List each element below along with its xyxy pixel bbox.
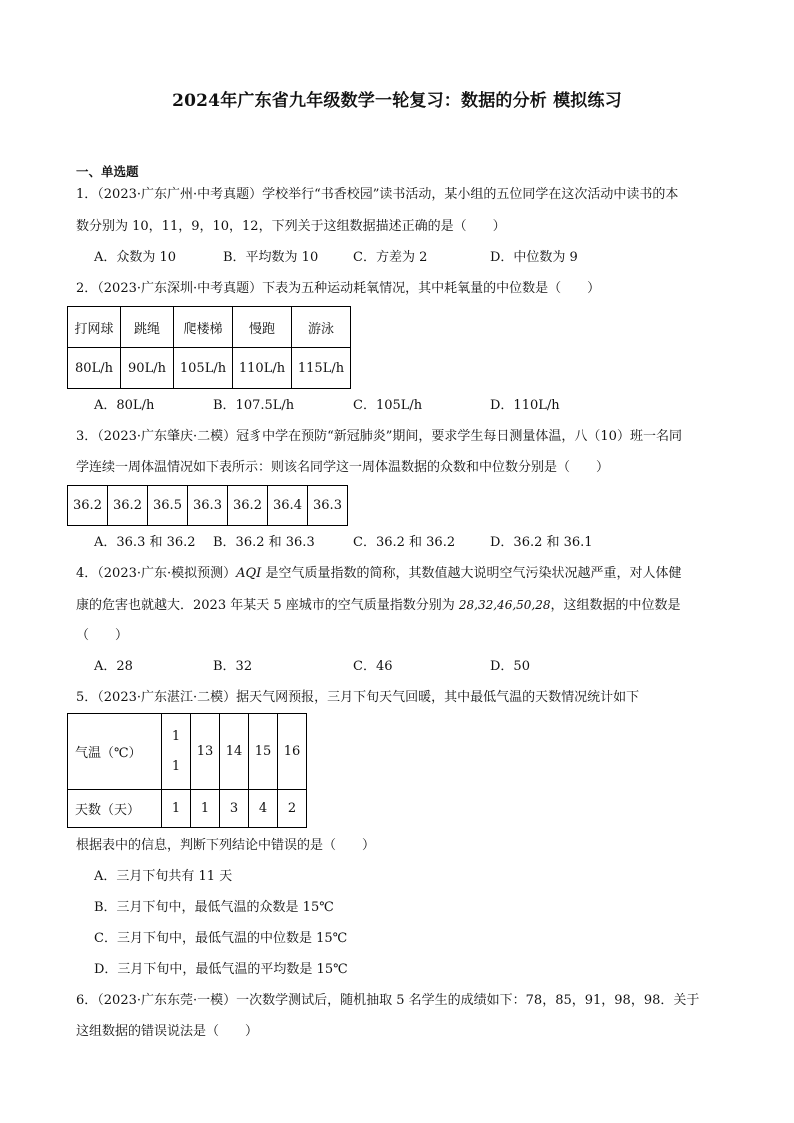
q5-after-text: 根据表中的信息，判断下列结论中错误的是（ ） <box>76 838 376 853</box>
q3-value-cell: 36.4 <box>268 486 308 526</box>
q2-header-cell: 爬楼梯 <box>174 307 233 348</box>
q5-option-c[interactable]: C．三月下旬中，最低气温的中位数是 15℃ <box>94 931 348 946</box>
page-title: 2024年广东省九年级数学一轮复习：数据的分析 模拟练习 <box>172 91 622 111</box>
q5-option-b[interactable]: B．三月下旬中，最低气温的众数是 15℃ <box>94 900 334 915</box>
q1-option-a[interactable]: A．众数为 10 <box>94 250 177 265</box>
q4-option-a[interactable]: A．28 <box>94 659 133 674</box>
q4-option-d[interactable]: D．50 <box>490 659 530 674</box>
q5-temp-cell: 15 <box>249 714 278 790</box>
q2-stem-line1: 2．（2023·广东深圳·中考真题）下表为五种运动耗氧情况，其中耗氧量的中位数是（ ） <box>76 281 601 296</box>
q2-value-cell: 115L/h <box>292 348 351 389</box>
q6-stem-line2: 这组数据的错误说法是（ ） <box>76 1024 259 1039</box>
q5-days-cell: 4 <box>249 790 278 828</box>
q5-temp-label: 气温（℃） <box>68 714 162 790</box>
section-heading: 一、单选题 <box>76 164 139 179</box>
q2-value-cell: 110L/h <box>233 348 292 389</box>
q4-aqi-term: AQI <box>236 566 262 581</box>
q3-value-cell: 36.5 <box>148 486 188 526</box>
q6-stem-line1: 6．（2023·广东东莞·一模）一次数学测试后，随机抽取 5 名学生的成绩如下：78，85，91，98，98．关于 <box>76 993 700 1008</box>
q5-temp-first-bottom: 1 <box>171 758 181 774</box>
q2-value-cell: 90L/h <box>121 348 174 389</box>
q4-stem-line3: （ ） <box>76 628 129 643</box>
q4-data-list: 28,32,46,50,28 <box>458 598 551 612</box>
q1-option-c[interactable]: C．方差为 2 <box>353 250 428 265</box>
q5-table <box>67 713 307 828</box>
q5-temp-first <box>162 714 191 790</box>
q2-option-a[interactable]: A．80L/h <box>94 398 155 413</box>
q1-stem-line2: 数分别为 10，11，9，10，12，下列关于这组数据描述正确的是（ ） <box>76 219 506 234</box>
q2-header-cell: 游泳 <box>292 307 351 348</box>
q4-stem-text: 是空气质量指数的简称，其数值越大说明空气污染状况越严重，对人体健 <box>261 566 682 581</box>
q3-option-c[interactable]: C．36.2 和 36.2 <box>353 535 456 550</box>
q4-stem-line2 <box>76 596 681 615</box>
q4-stem-text3: ，这组数据的中位数是 <box>550 598 681 613</box>
q3-stem-line2: 学连续一周体温情况如下表所示：则该名同学这一周体温数据的众数和中位数分别是（ ） <box>76 460 610 475</box>
q2-value-cell: 105L/h <box>174 348 233 389</box>
q4-stem-line1 <box>76 565 681 583</box>
q3-value-cell: 36.3 <box>188 486 228 526</box>
q4-option-b[interactable]: B．32 <box>213 659 253 674</box>
q1-option-b[interactable]: B．平均数为 10 <box>223 250 319 265</box>
q2-header-cell: 慢跑 <box>233 307 292 348</box>
q5-days-cell: 1 <box>191 790 220 828</box>
q3-option-a[interactable]: A．36.3 和 36.2 <box>94 535 196 550</box>
q2-option-c[interactable]: C．105L/h <box>353 398 423 413</box>
q5-option-d[interactable]: D．三月下旬中，最低气温的平均数是 15℃ <box>94 962 348 977</box>
q3-value-cell: 36.3 <box>308 486 348 526</box>
q5-option-a[interactable]: A．三月下旬共有 11 天 <box>94 869 233 884</box>
q3-stem-line1: 3．（2023·广东肇庆·二模）冠豸中学在预防“新冠肺炎”期间，要求学生每日测量体温，八（10）班一名同 <box>76 429 682 444</box>
q5-days-cell: 1 <box>162 790 191 828</box>
q3-option-d[interactable]: D．36.2 和 36.1 <box>490 535 593 550</box>
q5-temp-first-top: 1 <box>171 728 181 744</box>
q4-stem-text2: 康的危害也就越大．2023 年某天 5 座城市的空气质量指数分别为 <box>76 598 459 613</box>
q3-value-cell: 36.2 <box>108 486 148 526</box>
q5-temp-cell: 13 <box>191 714 220 790</box>
q2-option-b[interactable]: B．107.5L/h <box>213 398 295 413</box>
q4-option-c[interactable]: C．46 <box>353 659 393 674</box>
q1-stem-line1: 1．（2023·广东广州·中考真题）学校举行“书香校园”读书活动，某小组的五位同学在这次活动中读书的本 <box>76 187 679 202</box>
q3-option-b[interactable]: B．36.2 和 36.3 <box>213 535 315 550</box>
q2-value-cell: 80L/h <box>68 348 121 389</box>
q2-header-cell: 打网球 <box>68 307 121 348</box>
q3-value-cell: 36.2 <box>68 486 108 526</box>
q5-stem-line1: 5．（2023·广东湛江·二模）据天气网预报，三月下旬天气回暖，其中最低气温的天数情况统计如下 <box>76 690 640 705</box>
q5-days-cell: 3 <box>220 790 249 828</box>
q5-days-label: 天数（天） <box>68 790 162 828</box>
q2-header-cell: 跳绳 <box>121 307 174 348</box>
q1-option-d[interactable]: D．中位数为 9 <box>490 250 578 265</box>
q3-table <box>67 485 348 526</box>
q5-temp-cell: 16 <box>278 714 307 790</box>
q3-value-cell: 36.2 <box>228 486 268 526</box>
q5-temp-cell: 14 <box>220 714 249 790</box>
q4-source: 4．（2023·广东·模拟预测） <box>76 566 237 581</box>
q2-option-d[interactable]: D．110L/h <box>490 398 560 413</box>
q5-days-cell: 2 <box>278 790 307 828</box>
q2-table <box>67 306 351 389</box>
